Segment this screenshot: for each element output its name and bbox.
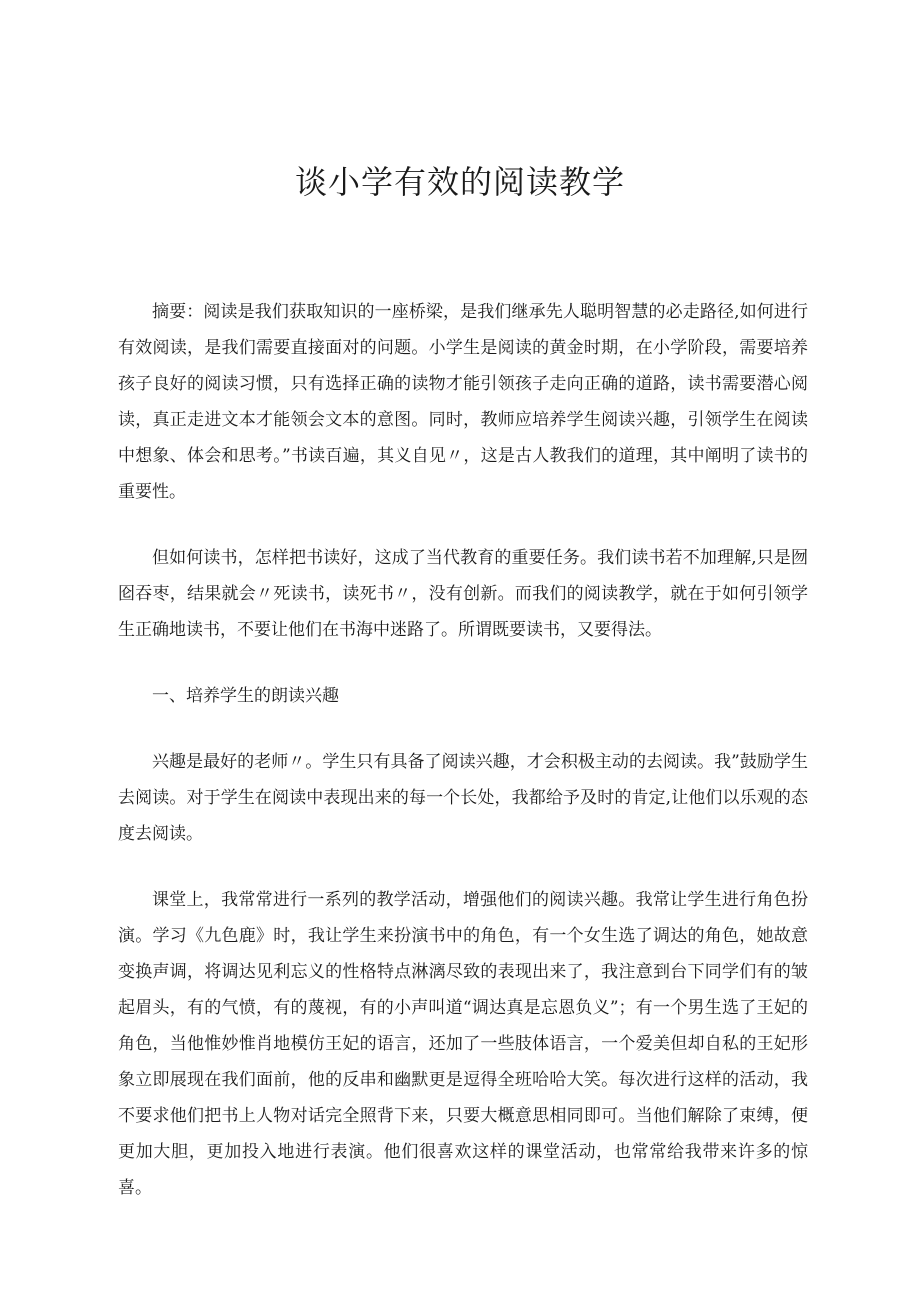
body-paragraph: 课堂上，我常常进行一系列的教学活动，增强他们的阅读兴趣。我常让学生进行角色扮演。学习《九色鹿》时，我让学生来扮演书中的角色，有一个女生选了调达的角色，她故意变换声调，将调达见利忘义的性格特点淋漓尽致的表现出来了，我注意到台下同学们有的皱起眉头，有的气愤，有的蔑视，有的小声叫道“调达真是忘恩负义”；有一个男生选了王妃的角色，当他惟妙惟肖地模仿王妃的语言，还加了一些肢体语言，一个爱美但却自私的王妃形象立即展现在我们面前，他的反串和幽默更是逗得全班哈哈大笑。每次进行这样的活动，我不要求他们把书上人物对话完全照背下来，只要大概意思相同即可。当他们解除了束缚，便更加大胆，更加投入地进行表演。他们很喜欢这样的课堂活动，也常常给我带来许多的惊喜。: [118, 890, 808, 1198]
section-heading: 一、培养学生的朗读兴趣: [152, 686, 339, 706]
document-title: 谈小学有效的阅读教学: [294, 163, 625, 201]
body-paragraph: 兴趣是最好的老师〃。学生只有具备了阅读兴趣，才会积极主动的去阅读。我”鼓励学生去阅读。对于学生在阅读中表现出来的每一个长处，我都给予及时的肯定,让他们以乐观的态度去阅读。: [118, 752, 808, 844]
document-body: [118, 294, 808, 1236]
abstract-paragraph: 摘要：阅读是我们获取知识的一座桥梁，是我们继承先人聪明智慧的必走路径,如何进行有效阅读，是我们需要直接面对的问题。小学生是阅读的黄金时期，在小学阶段，需要培养孩子良好的阅读习惯，只有选择正确的读物才能引领孩子走向正确的道路，读书需要潜心阅读，真正走进文本才能领会文本的意图。同时，教师应培养学生阅读兴趣，引领学生在阅读中想象、体会和思考。”书读百遍，其义自见〃，这是古人教我们的道理，其中阐明了读书的重要性。: [118, 302, 808, 502]
body-paragraph: 但如何读书，怎样把书读好，这成了当代教育的重要任务。我们读书若不加理解,只是囫囵吞枣，结果就会〃死读书，读死书〃，没有创新。而我们的阅读教学，就在于如何引领学生正确地读书，不要让他们在书海中迷路了。所谓既要读书，又要得法。: [118, 548, 808, 640]
